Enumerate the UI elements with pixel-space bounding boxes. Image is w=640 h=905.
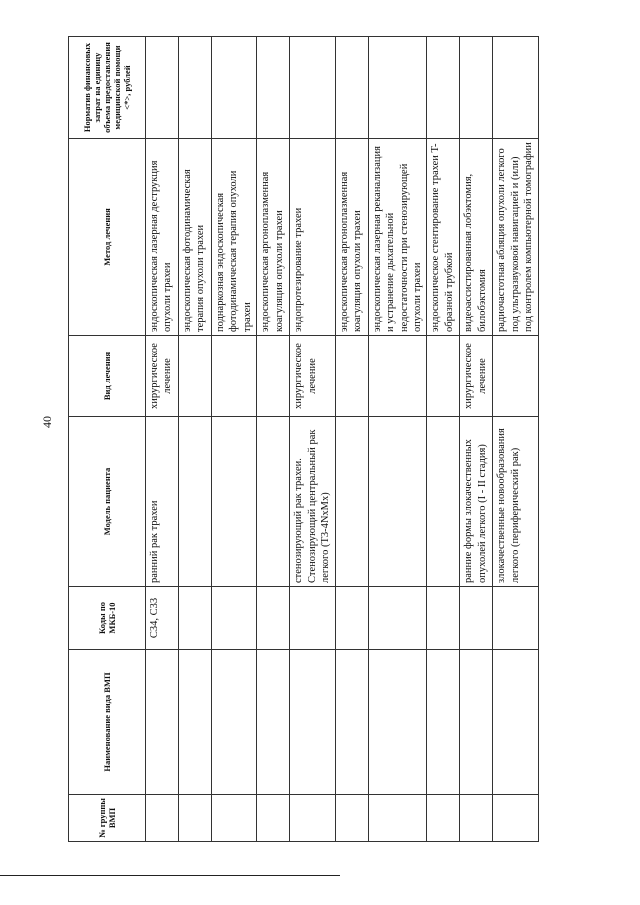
cell-cost-norm <box>335 37 368 139</box>
cell-vmp-name <box>290 650 335 795</box>
cell-codes <box>493 587 538 650</box>
cell-codes <box>257 587 290 650</box>
cell-vmp-name <box>368 650 427 795</box>
cell-treatment-method: эндоскопическое стентирование трахеи T-образной трубкой <box>427 139 460 336</box>
cell-treatment-method: эндоскопическая аргоноплазменная коагуляция опухоли трахеи <box>335 139 368 336</box>
cell-vmp-name <box>257 650 290 795</box>
cell-patient-model <box>335 417 368 587</box>
cell-treatment-method: эндоскопическая лазерная деструкция опухоли трахеи <box>146 139 179 336</box>
table-row <box>427 37 460 842</box>
bottom-rule <box>0 875 340 876</box>
cell-treatment-method: радиочастотная абляция опухоли легкого под ультразвуковой навигацией и (или) под контролем компьютерной томографии <box>493 139 538 336</box>
cell-codes <box>335 587 368 650</box>
cell-treatment-method: поднаркозная эндоскопическая фотодинамическая терапия опухоли трахеи <box>212 139 257 336</box>
cell-patient-model <box>179 417 212 587</box>
cell-treatment-method: эндоскопическая фотодинамическая терапия опухоли трахеи <box>179 139 212 336</box>
cell-group <box>212 795 257 842</box>
header-group-number: № группы ВМП <box>69 795 146 842</box>
table-row <box>257 37 290 842</box>
cell-vmp-name <box>146 650 179 795</box>
cell-treatment-type: хирургическое лечение <box>460 336 493 417</box>
cell-cost-norm <box>257 37 290 139</box>
cell-cost-norm <box>290 37 335 139</box>
cell-treatment-type <box>212 336 257 417</box>
cell-codes <box>212 587 257 650</box>
cell-treatment-method: видеоассистированная лобэктомия, билобэктомия <box>460 139 493 336</box>
cell-group <box>290 795 335 842</box>
cell-codes: C34, C33 <box>146 587 179 650</box>
table-row <box>493 37 538 842</box>
vmp-table <box>68 36 539 842</box>
cell-codes <box>179 587 212 650</box>
cell-vmp-name <box>427 650 460 795</box>
table-row <box>460 37 493 842</box>
cell-codes <box>368 587 427 650</box>
table-header-row <box>69 37 146 842</box>
table-row <box>179 37 212 842</box>
cell-group <box>427 795 460 842</box>
cell-patient-model: ранние формы злокачественных опухолей легкого (I - II стадия) <box>460 417 493 587</box>
cell-treatment-type: хирургическое лечение <box>146 336 179 417</box>
cell-treatment-method: эндопротезирование трахеи <box>290 139 335 336</box>
cell-group <box>257 795 290 842</box>
cell-vmp-name <box>212 650 257 795</box>
cell-treatment-type <box>335 336 368 417</box>
cell-group <box>460 795 493 842</box>
cell-treatment-type <box>179 336 212 417</box>
cell-patient-model <box>368 417 427 587</box>
table-row <box>146 37 179 842</box>
cell-group <box>335 795 368 842</box>
cell-cost-norm <box>427 37 460 139</box>
cell-cost-norm <box>493 37 538 139</box>
cell-treatment-type: хирургическое лечение <box>290 336 335 417</box>
cell-vmp-name <box>460 650 493 795</box>
cell-codes <box>460 587 493 650</box>
header-mkb-codes: Коды по МКБ-10 <box>69 587 146 650</box>
page-number: 40 <box>40 416 54 428</box>
cell-treatment-method: эндоскопическая аргоноплазменная коагуляция опухоли трахеи <box>257 139 290 336</box>
cell-cost-norm <box>179 37 212 139</box>
cell-treatment-type <box>257 336 290 417</box>
cell-treatment-type <box>493 336 538 417</box>
cell-vmp-name <box>335 650 368 795</box>
cell-codes <box>290 587 335 650</box>
cell-treatment-type <box>427 336 460 417</box>
header-treatment-type: Вид лечения <box>69 336 146 417</box>
table-row <box>290 37 335 842</box>
table-row <box>212 37 257 842</box>
table-row <box>335 37 368 842</box>
table-row <box>368 37 427 842</box>
cell-group <box>146 795 179 842</box>
cell-group <box>179 795 212 842</box>
cell-vmp-name <box>493 650 538 795</box>
cell-cost-norm <box>212 37 257 139</box>
cell-cost-norm <box>460 37 493 139</box>
rotated-table-container <box>68 37 544 842</box>
cell-codes <box>427 587 460 650</box>
cell-patient-model <box>257 417 290 587</box>
header-patient-model: Модель пациента <box>69 417 146 587</box>
cell-patient-model <box>427 417 460 587</box>
cell-vmp-name <box>179 650 212 795</box>
header-vmp-name: Наименование вида ВМП <box>69 650 146 795</box>
cell-group <box>493 795 538 842</box>
cell-treatment-method: эндоскопическая лазерная реканализация и устранение дыхательной недостаточности при стенозирующей опухоли трахеи <box>368 139 427 336</box>
table-body <box>146 37 539 842</box>
cell-cost-norm <box>368 37 427 139</box>
cell-patient-model: ранний рак трахеи <box>146 417 179 587</box>
cell-patient-model: злокачественные новообразования легкого (периферический рак) <box>493 417 538 587</box>
cell-patient-model: стенозирующий рак трахеи. Стенозирующий центральный рак легкого (T3-4NxMx) <box>290 417 335 587</box>
header-cost-norm: Норматив финансовых затрат на единицу объема предоставления медицинской помощи <*>, рублей <box>69 37 146 139</box>
cell-cost-norm <box>146 37 179 139</box>
cell-patient-model <box>212 417 257 587</box>
cell-group <box>368 795 427 842</box>
header-treatment-method: Метод лечения <box>69 139 146 336</box>
cell-treatment-type <box>368 336 427 417</box>
